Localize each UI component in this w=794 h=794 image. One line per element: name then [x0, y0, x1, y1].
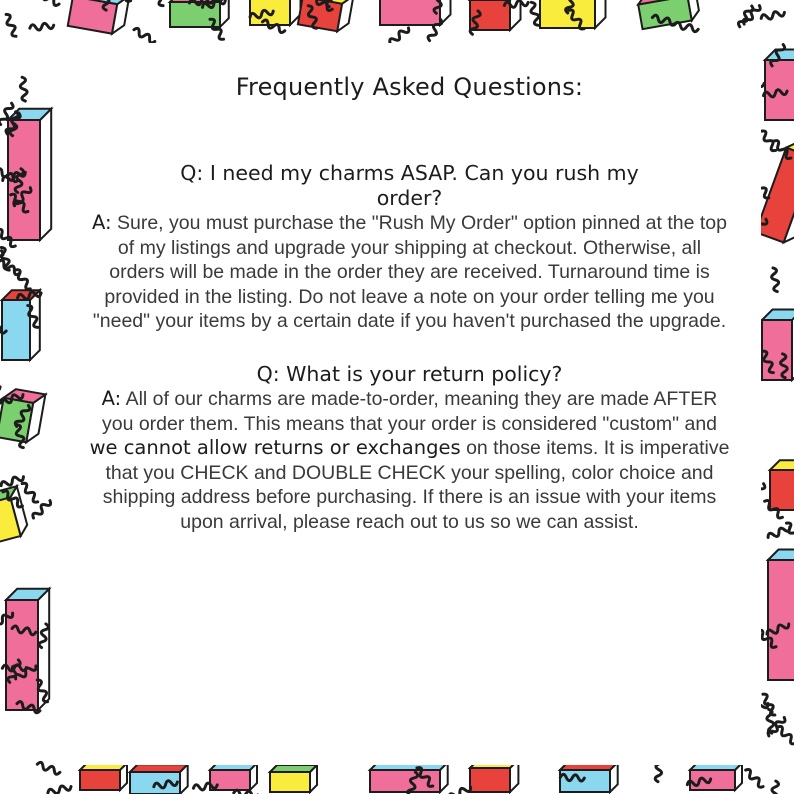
pattern-block [80, 763, 127, 790]
question-text: Q: I need my charms ASAP. Can you rush my order? [180, 161, 639, 210]
question-text: Q: What is your return policy? [256, 361, 563, 386]
answer-text [88, 387, 731, 535]
answer-label: A: [101, 386, 122, 410]
answer-body-part2: on those items. It is imperative that you CHECK and DOUBLE CHECK your spelling, color choice and shipping address before purchasing. If there is an issue with your items upon arrival, please reach out to us so we can assist. [102, 437, 730, 533]
pattern-block [762, 310, 794, 381]
faq-panel [58, 43, 761, 765]
page-title: Frequently Asked Questions: [235, 73, 584, 101]
pattern-block [560, 762, 618, 792]
faq-item-returns [88, 362, 731, 535]
pattern-block [770, 460, 794, 510]
pattern-block [130, 764, 188, 794]
answer-label: A: [91, 211, 112, 234]
answer-emphasis: we cannot allow returns or exchanges [89, 436, 461, 460]
answer-body: Sure, you must purchase the "Rush My Order" option pinned at the top of my listings and upgrade your shipping at checkout. Otherwise, all orders will be made in the order they are received. Turnaround time is provided in the listing. Do not leave a note on your order telling me you "need" your items by a certain date if you haven't purchased the upgrade. [92, 212, 727, 333]
pattern-block [250, 0, 301, 25]
faq-item-rush [88, 161, 731, 334]
answer-text [88, 211, 731, 334]
pattern-block [370, 762, 448, 792]
pattern-block [270, 765, 317, 792]
pattern-block [768, 550, 794, 681]
answer-body-part1: All of our charms are made-to-order, meaning they are made AFTER you order them. This means that your order is considered "custom" and [101, 387, 718, 435]
